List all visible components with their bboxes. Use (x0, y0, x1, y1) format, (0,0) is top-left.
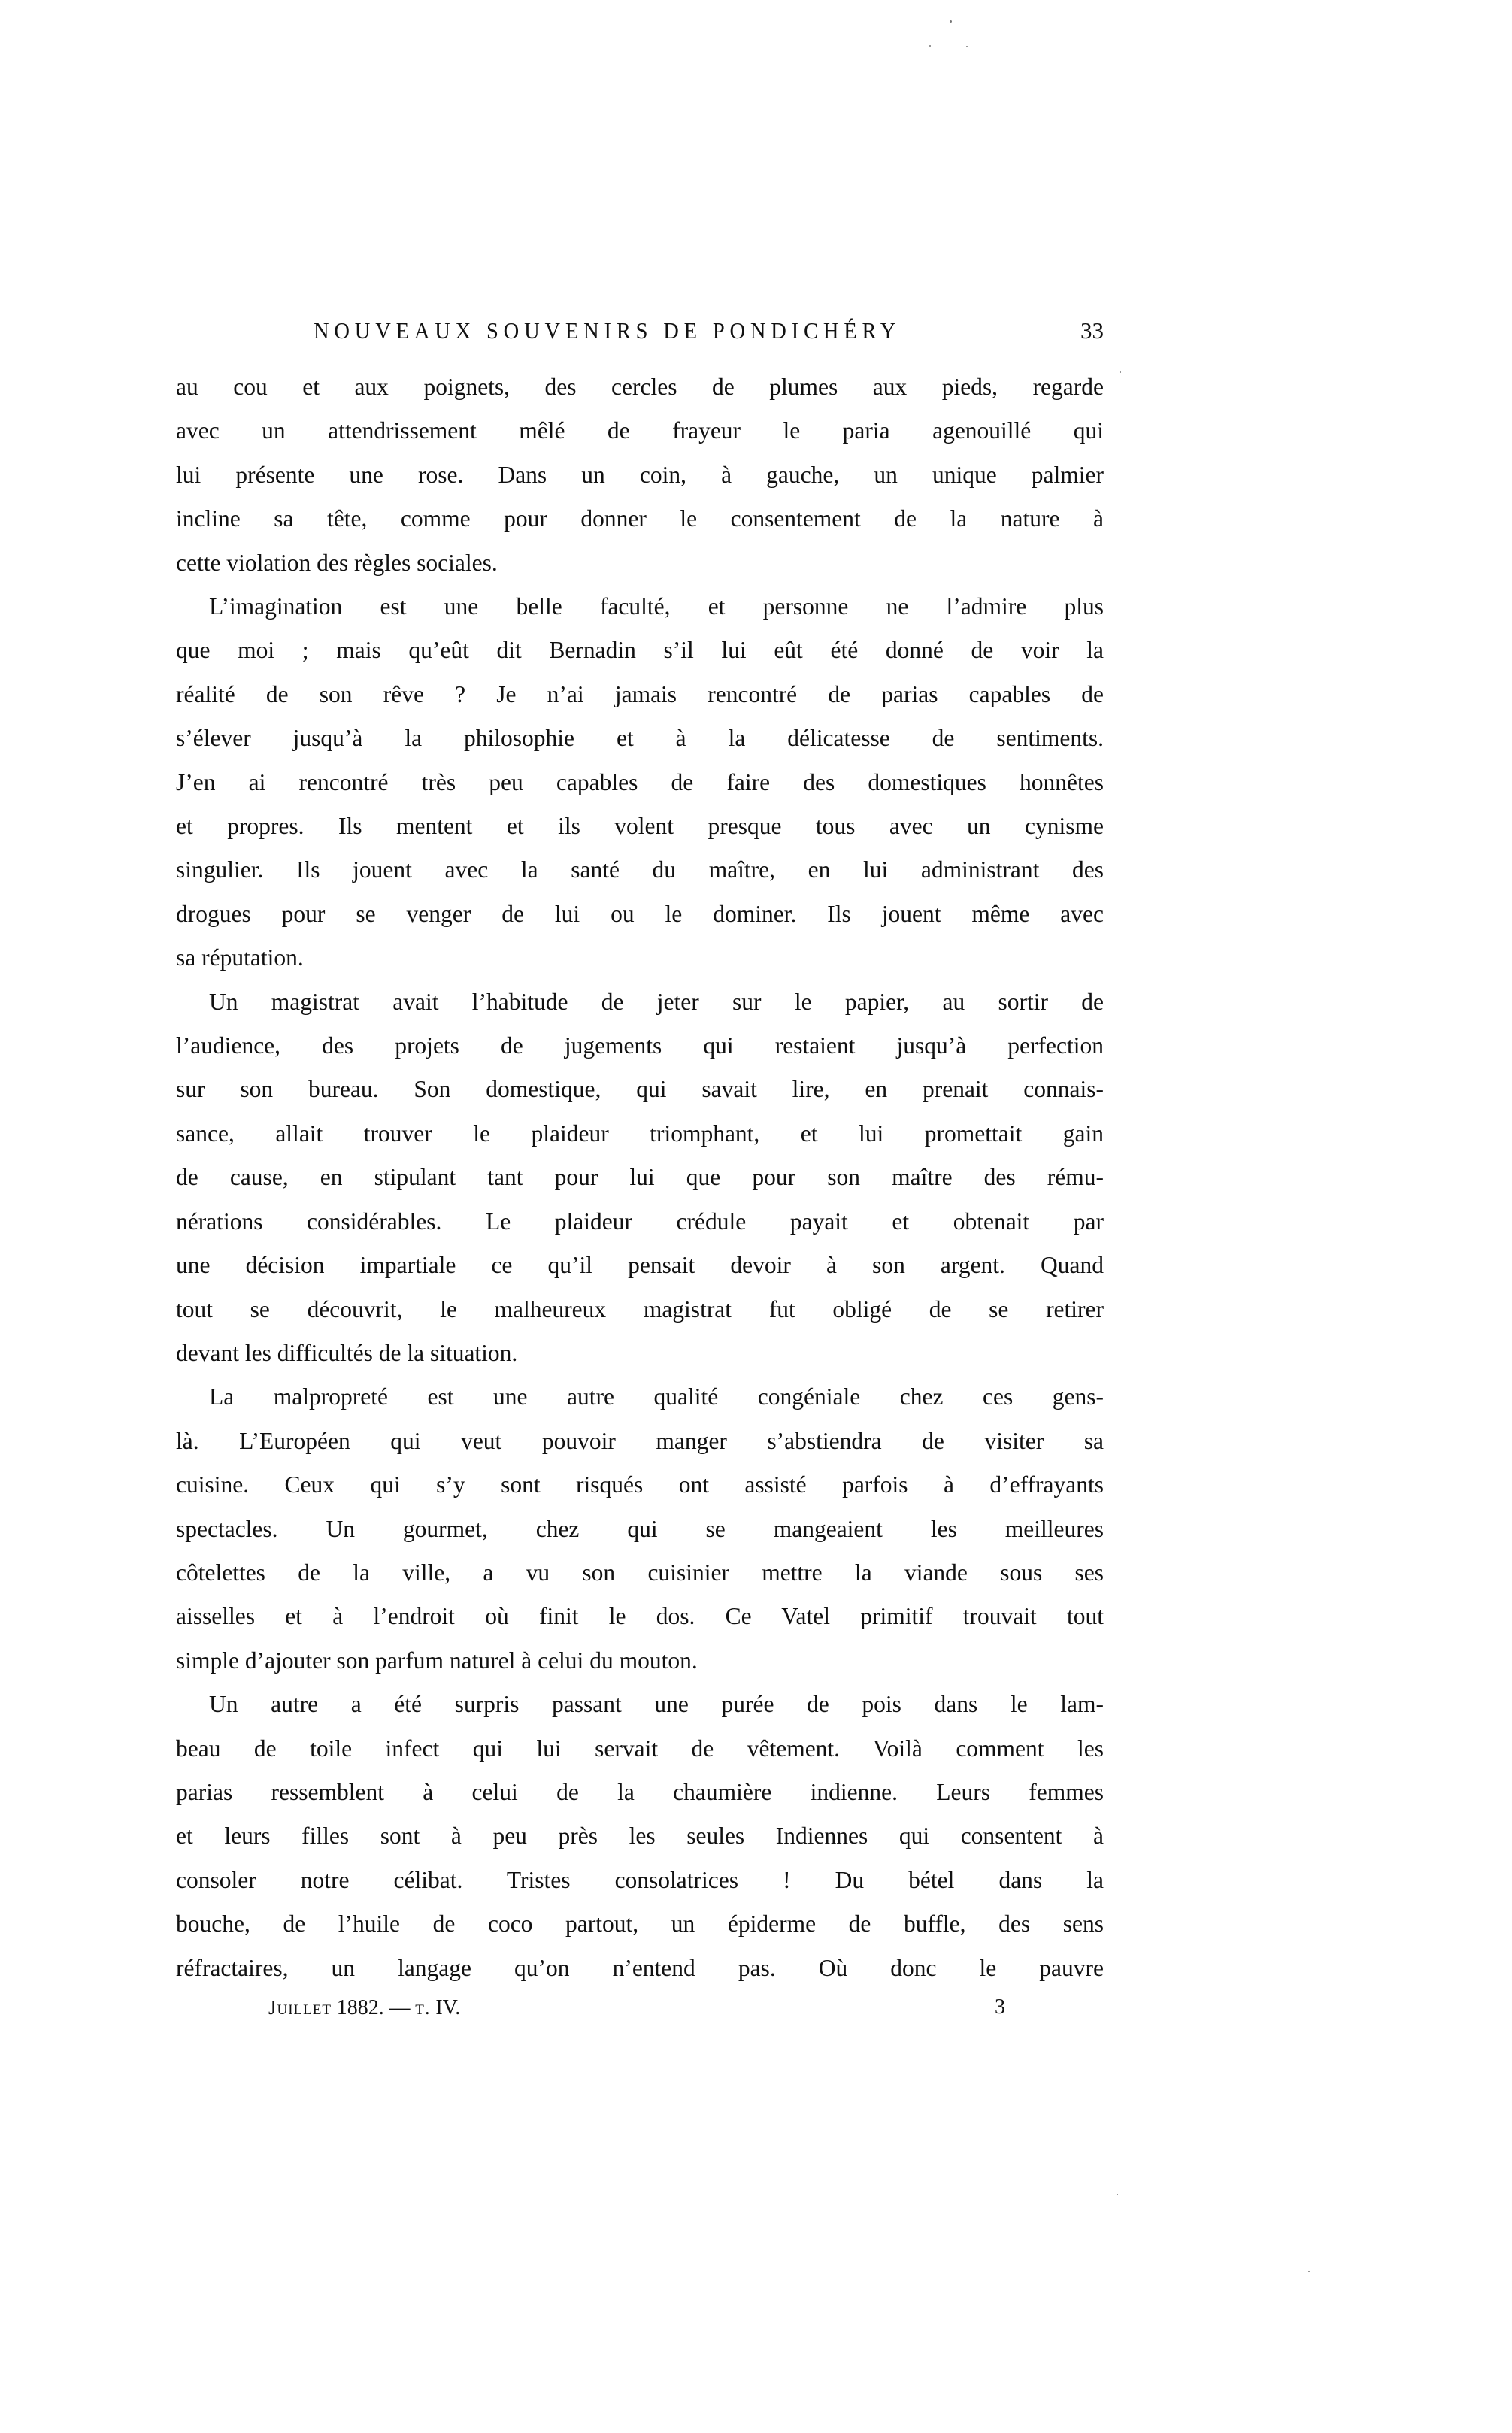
issue-dash: — (389, 1996, 411, 2019)
line-text: La malpropreté est une autre qualité congéniale chez ces gens- (209, 1383, 1104, 1410)
text-line (176, 372, 1104, 402)
text-line (176, 855, 1104, 885)
line-text: que moi ; mais qu’eût dit Bernadin s’il lui eût été donné de voir la (176, 637, 1104, 663)
text-line (176, 1558, 1104, 1588)
text-line (176, 1777, 1104, 1807)
text-line (176, 1295, 1104, 1325)
page-number: 33 (1080, 317, 1104, 344)
line-text: sur son bureau. Son domestique, qui savait lire, en prenait connais- (176, 1076, 1104, 1102)
text-line (176, 768, 1104, 798)
text-line (176, 504, 1104, 534)
text-line (176, 1119, 1104, 1149)
issue-signature (268, 1992, 460, 2023)
text-line (209, 1382, 1104, 1412)
line-text: simple d’ajouter son parfum naturel à celui du mouton. (176, 1647, 698, 1674)
scan-speck (966, 46, 968, 47)
scan-speck (1117, 2194, 1118, 2195)
text-line (176, 1865, 1104, 1895)
line-text: parias ressemblent à celui de la chaumière indienne. Leurs femmes (176, 1779, 1104, 1805)
text-line (209, 987, 1104, 1017)
sheet-signature: 3 (995, 1995, 1005, 2019)
page-footer (268, 1992, 1020, 2022)
line-text: bouche, de l’huile de coco partout, un épiderme de buffle, des sens (176, 1910, 1104, 1937)
text-line (176, 1470, 1104, 1500)
running-title: NOUVEAUX SOUVENIRS DE PONDICHÉRY (314, 317, 901, 344)
text-line (209, 1689, 1104, 1719)
line-text: incline sa tête, comme pour donner le consentement de la nature à (176, 505, 1104, 532)
text-line (176, 1162, 1104, 1192)
line-text: et propres. Ils mentent et ils volent presque tous avec un cynisme (176, 813, 1104, 839)
text-line (176, 1646, 1104, 1676)
tome-number: IV. (435, 1996, 461, 2019)
line-text: de cause, en stipulant tant pour lui que pour son maître des rému- (176, 1164, 1104, 1190)
text-line (176, 416, 1104, 446)
line-text: spectacles. Un gourmet, chez qui se mangeaient les meilleures (176, 1516, 1104, 1542)
text-line (176, 460, 1104, 490)
line-text: tout se découvrit, le malheureux magistrat fut obligé de se retirer (176, 1296, 1104, 1323)
text-line (176, 680, 1104, 710)
scan-speck (1308, 2271, 1310, 2272)
line-text: l’audience, des projets de jugements qui restaient jusqu’à perfection (176, 1032, 1104, 1059)
line-text: lui présente une rose. Dans un coin, à gauche, un unique palmier (176, 462, 1104, 488)
text-line (176, 943, 1104, 973)
line-text: cette violation des règles sociales. (176, 550, 498, 576)
tome-label: t. (415, 1996, 431, 2019)
line-text: consoler notre célibat. Tristes consolatrices ! Du bétel dans la (176, 1867, 1104, 1893)
line-text: avec un attendrissement mêlé de frayeur le paria agenouillé qui (176, 417, 1104, 444)
text-line (176, 1207, 1104, 1237)
text-line (176, 899, 1104, 929)
scan-speck (950, 20, 952, 23)
text-line (176, 1514, 1104, 1544)
text-line (176, 1338, 1104, 1368)
text-line (176, 811, 1104, 841)
scan-speck (929, 45, 931, 47)
line-text: une décision impartiale ce qu’il pensait devoir à son argent. Quand (176, 1252, 1104, 1278)
line-text: devant les difficultés de la situation. (176, 1340, 518, 1366)
line-text: singulier. Ils jouent avec la santé du maître, en lui administrant des (176, 856, 1104, 883)
text-line (176, 635, 1104, 665)
text-line (176, 1734, 1104, 1764)
line-text: sance, allait trouver le plaideur triomphant, et lui promettait gain (176, 1120, 1104, 1147)
text-line (176, 1426, 1104, 1456)
line-text: drogues pour se venger de lui ou le dominer. Ils jouent même avec (176, 901, 1104, 927)
text-line (209, 592, 1104, 622)
text-line (176, 1909, 1104, 1939)
line-text: côtelettes de la ville, a vu son cuisinier mettre la viande sous ses (176, 1559, 1104, 1586)
line-text: L’imagination est une belle faculté, et personne ne l’admire plus (209, 593, 1104, 620)
text-line (176, 1250, 1104, 1280)
line-text: cuisine. Ceux qui s’y sont risqués ont assisté parfois à d’effrayants (176, 1471, 1104, 1498)
text-line (176, 1953, 1104, 1983)
running-head (314, 316, 1104, 346)
line-text: J’en ai rencontré très peu capables de faire des domestiques honnêtes (176, 769, 1104, 795)
scan-speck (1120, 371, 1121, 373)
text-line (176, 723, 1104, 753)
line-text: Un autre a été surpris passant une purée de pois dans le lam- (209, 1691, 1104, 1717)
line-text: réfractaires, un langage qu’on n’entend pas. Où donc le pauvre (176, 1955, 1104, 1981)
line-text: là. L’Européen qui veut pouvoir manger s’abstiendra de visiter sa (176, 1428, 1104, 1454)
line-text: s’élever jusqu’à la philosophie et à la délicatesse de sentiments. (176, 725, 1104, 751)
text-line (176, 548, 1104, 578)
line-text: nérations considérables. Le plaideur crédule payait et obtenait par (176, 1208, 1104, 1235)
text-line (176, 1821, 1104, 1851)
issue-year: 1882. (336, 1996, 384, 2019)
line-text: sa réputation. (176, 944, 304, 971)
text-line (176, 1031, 1104, 1061)
issue-month: Juillet (268, 1996, 332, 2019)
line-text: beau de toile infect qui lui servait de vêtement. Voilà comment les (176, 1735, 1104, 1762)
line-text: et leurs filles sont à peu près les seules Indiennes qui consentent à (176, 1822, 1104, 1849)
line-text: réalité de son rêve ? Je n’ai jamais rencontré de parias capables de (176, 681, 1104, 707)
text-line (176, 1601, 1104, 1632)
line-text: aisselles et à l’endroit où finit le dos. Ce Vatel primitif trouvait tout (176, 1603, 1104, 1629)
line-text: Un magistrat avait l’habitude de jeter sur le papier, au sortir de (209, 989, 1104, 1015)
line-text: au cou et aux poignets, des cercles de plumes aux pieds, regarde (176, 374, 1104, 400)
text-line (176, 1074, 1104, 1104)
